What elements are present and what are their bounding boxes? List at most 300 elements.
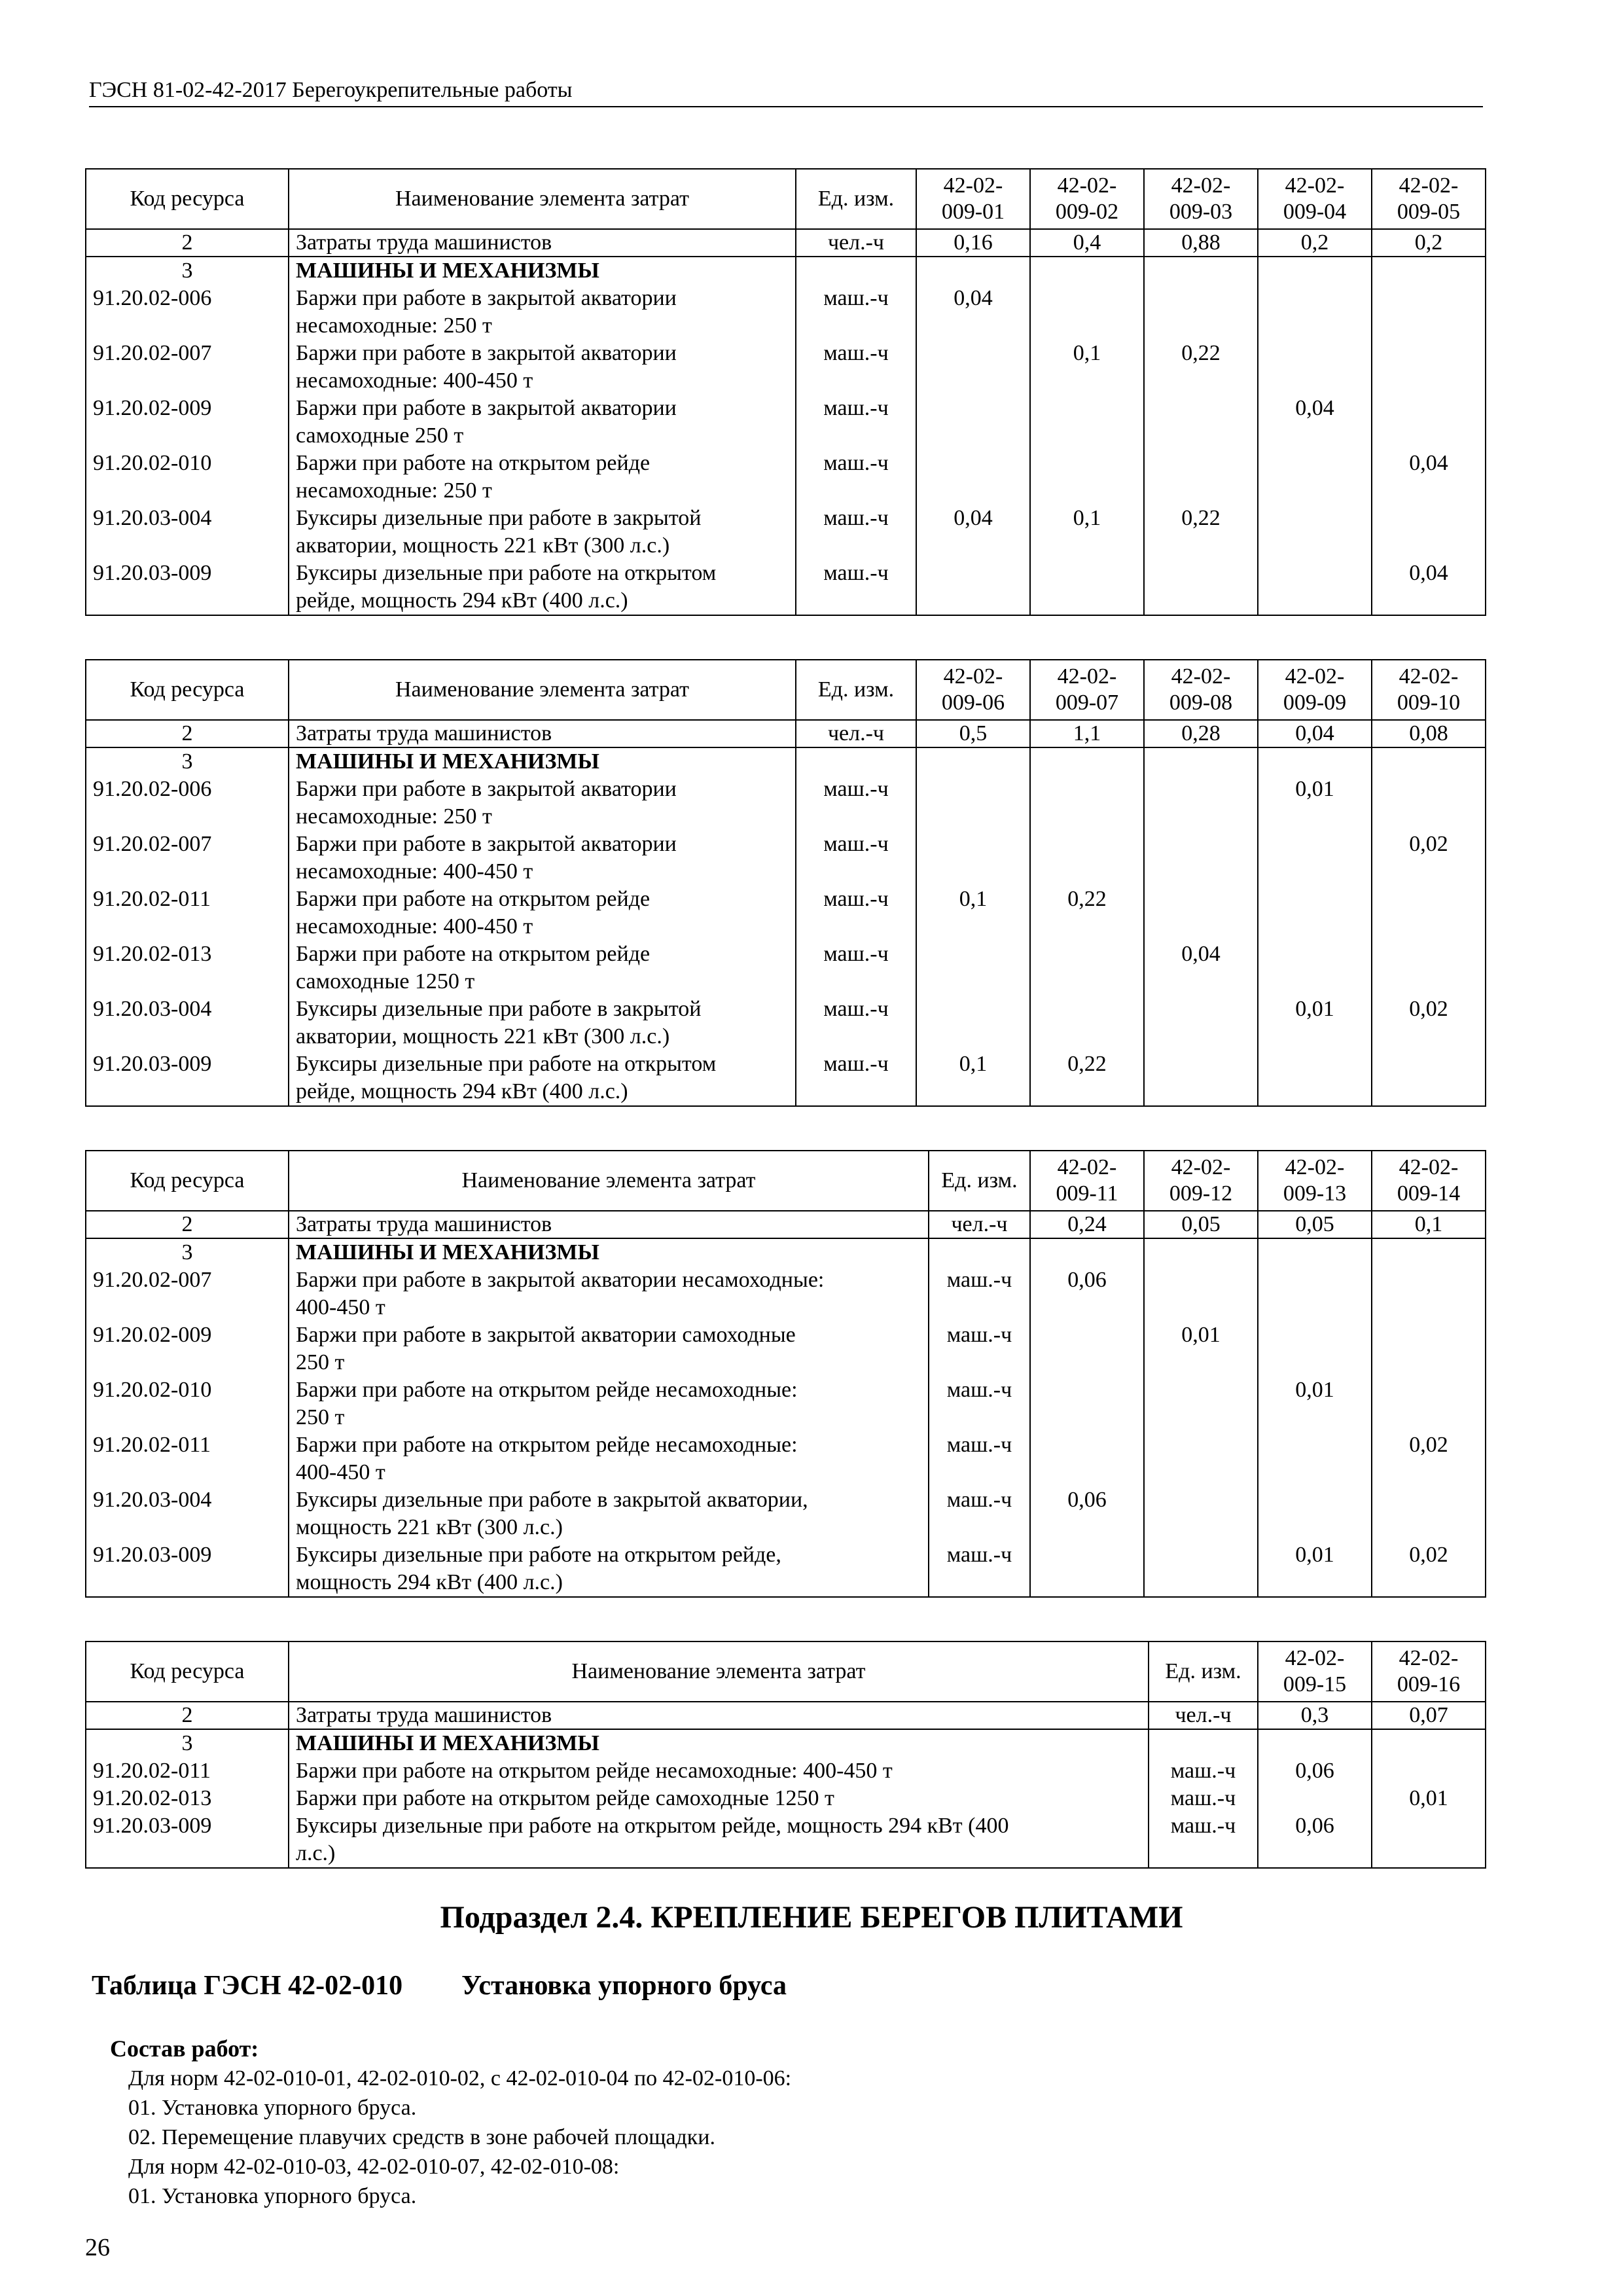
resource-unit: маш.-ч	[1149, 1785, 1258, 1812]
section-code: 3	[86, 257, 289, 285]
resource-code: 91.20.02-007	[86, 340, 289, 395]
column-header-name: Наименование элемента затрат	[289, 660, 796, 720]
norm-value: 0,1	[1372, 1211, 1486, 1238]
resource-name-line: несамоходные: 400-450 т	[296, 914, 533, 939]
norm-value: 0,08	[1372, 720, 1486, 747]
norm-code-top: 42-02-	[1399, 1646, 1459, 1670]
norm-value: 0,01	[1258, 1376, 1372, 1431]
norm-value	[1144, 560, 1258, 615]
norm-value	[1144, 776, 1258, 831]
resource-unit: маш.-ч	[796, 285, 916, 340]
resource-unit: маш.-ч	[796, 886, 916, 941]
section-name: МАШИНЫ И МЕХАНИЗМЫ	[289, 1729, 1149, 1757]
resource-name	[289, 560, 796, 615]
norm-value: 0,06	[1030, 1266, 1144, 1321]
table-row	[86, 1541, 1486, 1597]
norm-value	[1372, 285, 1486, 340]
norm-value	[1144, 1541, 1258, 1597]
norm-value	[1372, 1266, 1486, 1321]
section-name: МАШИНЫ И МЕХАНИЗМЫ	[289, 1238, 929, 1266]
norm-code-bottom: 009-04	[1283, 200, 1347, 224]
resource-unit: маш.-ч	[929, 1541, 1030, 1597]
resource-name	[289, 1050, 796, 1106]
norm-value	[1030, 285, 1144, 340]
norm-value	[1030, 1541, 1144, 1597]
norm-value	[1144, 831, 1258, 886]
resource-name-line: Баржи при работе на открытом рейде	[296, 451, 651, 475]
column-header-norm	[1258, 660, 1372, 720]
norm-value: 0,02	[1372, 831, 1486, 886]
resource-name-line: несамоходные: 250 т	[296, 314, 492, 338]
section-row	[86, 257, 1486, 285]
norm-code-bottom: 009-09	[1283, 691, 1347, 715]
resource-name-line: Баржи при работе в закрытой акватории	[296, 341, 677, 365]
column-header-norm	[1030, 1151, 1144, 1211]
resource-code: 2	[86, 229, 289, 257]
norm-value	[1030, 941, 1144, 996]
norm-value	[1258, 1238, 1372, 1266]
norm-value	[916, 831, 1030, 886]
running-header: ГЭСН 81-02-42-2017 Берегоукрепительные работы	[89, 77, 1483, 107]
resource-name-line: несамоходные: 250 т	[296, 804, 492, 829]
column-header-norm	[1144, 169, 1258, 229]
norm-value: 0,05	[1258, 1211, 1372, 1238]
resource-name-line: Баржи при работе в закрытой акватории	[296, 396, 677, 420]
norm-value	[1144, 1050, 1258, 1106]
column-header-norm	[1258, 169, 1372, 229]
resource-code: 91.20.02-011	[86, 1431, 289, 1486]
resource-code: 2	[86, 720, 289, 747]
norm-code-top: 42-02-	[1399, 664, 1459, 689]
norm-value	[1030, 996, 1144, 1050]
table-row	[86, 1785, 1486, 1812]
table-row	[86, 1431, 1486, 1486]
resource-unit: маш.-ч	[929, 1376, 1030, 1431]
norm-value: 0,22	[1144, 340, 1258, 395]
section-code: 3	[86, 1238, 289, 1266]
norm-value	[1030, 1321, 1144, 1376]
norm-value: 0,02	[1372, 1431, 1486, 1486]
resource-unit: маш.-ч	[929, 1431, 1030, 1486]
column-header-name: Наименование элемента затрат	[289, 169, 796, 229]
table-row	[86, 229, 1486, 257]
section-code: 3	[86, 747, 289, 776]
norm-value	[916, 776, 1030, 831]
norm-value: 0,06	[1030, 1486, 1144, 1541]
table-row	[86, 776, 1486, 831]
norm-value: 0,07	[1372, 1702, 1486, 1729]
norm-code-bottom: 009-05	[1397, 200, 1461, 224]
norm-value	[1372, 1729, 1486, 1757]
resource-name-line: самоходные 250 т	[296, 423, 464, 448]
section-name: МАШИНЫ И МЕХАНИЗМЫ	[289, 257, 796, 285]
norm-value: 1,1	[1030, 720, 1144, 747]
resource-name	[289, 996, 796, 1050]
norm-value	[1372, 1812, 1486, 1868]
resource-unit	[796, 257, 916, 285]
norm-value	[1258, 831, 1372, 886]
resource-name	[289, 776, 796, 831]
column-header-norm	[1030, 660, 1144, 720]
resource-name-line: Буксиры дизельные при работе в закрытой акватории,	[296, 1488, 808, 1512]
norm-value: 0,06	[1258, 1812, 1372, 1868]
norm-value	[1258, 285, 1372, 340]
norm-value: 0,2	[1372, 229, 1486, 257]
table-row	[86, 285, 1486, 340]
table-row	[86, 1486, 1486, 1541]
work-line: Для норм 42-02-010-01, 42-02-010-02, с 42-02-010-04 по 42-02-010-06:	[128, 2066, 792, 2090]
norm-value: 0,22	[1144, 505, 1258, 560]
norm-value: 0,01	[1372, 1785, 1486, 1812]
resource-name-line: Баржи при работе на открытом рейде несамоходные: 400-450 т	[296, 1759, 893, 1783]
norm-value	[1258, 1729, 1372, 1757]
resource-code: 2	[86, 1211, 289, 1238]
resource-name-line: акватории, мощность 221 кВт (300 л.с.)	[296, 533, 670, 558]
resource-code: 91.20.02-007	[86, 831, 289, 886]
norm-value	[916, 257, 1030, 285]
norm-value	[1030, 1376, 1144, 1431]
resource-unit: маш.-ч	[796, 831, 916, 886]
norm-value: 0,24	[1030, 1211, 1144, 1238]
norm-table	[85, 168, 1486, 616]
table-row	[86, 1376, 1486, 1431]
table-row	[86, 941, 1486, 996]
norm-value	[916, 340, 1030, 395]
norm-code-top: 42-02-	[1285, 664, 1345, 689]
resource-code: 91.20.02-013	[86, 1785, 289, 1812]
resource-name	[289, 1757, 1149, 1785]
norm-value: 0,04	[1372, 450, 1486, 505]
resource-unit: маш.-ч	[796, 340, 916, 395]
norm-value	[1030, 395, 1144, 450]
norm-value: 0,04	[1258, 395, 1372, 450]
norm-code-top: 42-02-	[943, 664, 1003, 689]
norm-value	[1144, 1431, 1258, 1486]
norm-value: 0,5	[916, 720, 1030, 747]
norm-value	[1030, 560, 1144, 615]
table-title-label: Таблица ГЭСН 42-02-010	[92, 1971, 403, 2001]
resource-code: 91.20.03-004	[86, 505, 289, 560]
norm-value	[1144, 1486, 1258, 1541]
table-row	[86, 720, 1486, 747]
norm-value: 0,1	[916, 1050, 1030, 1106]
resource-name-line: Баржи при работе в закрытой акватории самоходные	[296, 1323, 796, 1347]
norm-value	[1030, 450, 1144, 505]
resource-unit: маш.-ч	[796, 1050, 916, 1106]
norm-value	[1372, 505, 1486, 560]
column-header-code: Код ресурса	[86, 169, 289, 229]
norm-value	[1258, 1486, 1372, 1541]
norm-value	[1258, 505, 1372, 560]
resource-name	[289, 340, 796, 395]
norm-value	[1372, 1321, 1486, 1376]
norm-value: 0,01	[1258, 776, 1372, 831]
resource-name	[289, 1266, 929, 1321]
norm-code-bottom: 009-14	[1397, 1181, 1461, 1206]
norm-value: 0,01	[1258, 1541, 1372, 1597]
resource-name-line: Баржи при работе в закрытой акватории	[296, 777, 677, 801]
norm-value	[1144, 450, 1258, 505]
norm-value	[1144, 886, 1258, 941]
norm-code-top: 42-02-	[1171, 664, 1231, 689]
resource-name-line: л.с.)	[296, 1841, 336, 1865]
resource-unit: маш.-ч	[796, 996, 916, 1050]
resource-name-line: Баржи при работе в закрытой акватории	[296, 832, 677, 856]
norm-value	[1258, 1266, 1372, 1321]
norm-value	[1144, 257, 1258, 285]
resource-code: 91.20.02-011	[86, 1757, 289, 1785]
resource-unit: чел.-ч	[929, 1211, 1030, 1238]
norm-code-top: 42-02-	[1057, 664, 1117, 689]
resource-name-line: 250 т	[296, 1350, 345, 1374]
norm-code-bottom: 009-11	[1056, 1181, 1118, 1206]
norm-value	[916, 747, 1030, 776]
norm-value: 0,04	[916, 285, 1030, 340]
resource-unit: чел.-ч	[796, 229, 916, 257]
norm-value	[1144, 395, 1258, 450]
norm-value	[916, 395, 1030, 450]
norm-value: 0,04	[1372, 560, 1486, 615]
resource-name-line: 400-450 т	[296, 1295, 385, 1319]
resource-name	[289, 1785, 1149, 1812]
norm-value	[1258, 1321, 1372, 1376]
norm-code-top: 42-02-	[1057, 1155, 1117, 1179]
column-header-norm	[1144, 1151, 1258, 1211]
resource-code: 91.20.02-011	[86, 886, 289, 941]
column-header-norm	[1144, 660, 1258, 720]
norm-value: 0,05	[1144, 1211, 1258, 1238]
table-row	[86, 395, 1486, 450]
resource-name: Затраты труда машинистов	[289, 1702, 1149, 1729]
work-composition	[110, 2034, 791, 2211]
resource-unit: маш.-ч	[929, 1321, 1030, 1376]
resource-code: 91.20.02-006	[86, 776, 289, 831]
resource-code: 91.20.02-007	[86, 1266, 289, 1321]
column-header-code: Код ресурса	[86, 1641, 289, 1702]
norm-value	[1372, 1757, 1486, 1785]
resource-name	[289, 450, 796, 505]
resource-name-line: 250 т	[296, 1405, 345, 1429]
resource-unit: маш.-ч	[796, 941, 916, 996]
norm-value	[916, 941, 1030, 996]
resource-code: 91.20.03-004	[86, 1486, 289, 1541]
table-row	[86, 340, 1486, 395]
resource-name-line: несамоходные: 250 т	[296, 478, 492, 503]
resource-name-line: Баржи при работе на открытом рейде несамоходные:	[296, 1433, 798, 1457]
column-header-unit: Ед. изм.	[796, 169, 916, 229]
resource-unit: маш.-ч	[796, 560, 916, 615]
norm-value: 0,01	[1144, 1321, 1258, 1376]
norm-value: 0,2	[1258, 229, 1372, 257]
norm-code-bottom: 009-16	[1397, 1672, 1461, 1696]
norm-value	[1258, 747, 1372, 776]
resource-name-line: Баржи при работе в закрытой акватории	[296, 286, 677, 310]
resource-unit: маш.-ч	[929, 1486, 1030, 1541]
table-row	[86, 996, 1486, 1050]
norm-value: 0,16	[916, 229, 1030, 257]
norm-value	[1372, 747, 1486, 776]
resource-name-line: мощность 221 кВт (300 л.с.)	[296, 1515, 563, 1539]
norm-value: 0,01	[1258, 996, 1372, 1050]
resource-code: 2	[86, 1702, 289, 1729]
column-header-norm	[1372, 660, 1486, 720]
resource-unit: маш.-ч	[796, 395, 916, 450]
norm-value	[1258, 1785, 1372, 1812]
resource-name-line: самоходные 1250 т	[296, 969, 475, 994]
norm-value	[1030, 776, 1144, 831]
table-row	[86, 1050, 1486, 1106]
norm-value	[1030, 1238, 1144, 1266]
norm-value: 0,4	[1030, 229, 1144, 257]
resource-name-line: Баржи при работе в закрытой акватории несамоходные:	[296, 1268, 825, 1292]
norm-value: 0,1	[916, 886, 1030, 941]
resource-name	[289, 505, 796, 560]
norm-value	[1372, 1238, 1486, 1266]
table-row	[86, 450, 1486, 505]
resource-name-line: Буксиры дизельные при работе на открытом	[296, 1052, 717, 1076]
section-row	[86, 1729, 1486, 1757]
column-header-norm	[1258, 1151, 1372, 1211]
resource-name	[289, 285, 796, 340]
norm-value	[916, 560, 1030, 615]
norm-value: 0,04	[1258, 720, 1372, 747]
resource-name-line: мощность 294 кВт (400 л.с.)	[296, 1570, 563, 1594]
resource-code: 91.20.03-009	[86, 1050, 289, 1106]
section-name: МАШИНЫ И МЕХАНИЗМЫ	[289, 747, 796, 776]
norm-value: 0,04	[1144, 941, 1258, 996]
resource-name-line: акватории, мощность 221 кВт (300 л.с.)	[296, 1024, 670, 1049]
norm-value: 0,28	[1144, 720, 1258, 747]
norm-value: 0,88	[1144, 229, 1258, 257]
resource-code: 91.20.03-009	[86, 1541, 289, 1597]
resource-name	[289, 1321, 929, 1376]
table-row	[86, 505, 1486, 560]
norm-value	[1258, 257, 1372, 285]
resource-name-line: рейде, мощность 294 кВт (400 л.с.)	[296, 588, 628, 613]
table-row	[86, 1321, 1486, 1376]
norm-value	[1030, 747, 1144, 776]
resource-code: 91.20.03-009	[86, 560, 289, 615]
resource-unit: маш.-ч	[796, 450, 916, 505]
table-title	[92, 1970, 787, 2001]
norm-value	[1144, 1266, 1258, 1321]
resource-unit	[796, 747, 916, 776]
column-header-norm	[916, 169, 1030, 229]
norm-value: 0,3	[1258, 1702, 1372, 1729]
norm-value	[1372, 1050, 1486, 1106]
column-header-name: Наименование элемента затрат	[289, 1641, 1149, 1702]
resource-name-line: Буксиры дизельные при работе в закрытой	[296, 506, 702, 530]
resource-name-line: несамоходные: 400-450 т	[296, 368, 533, 393]
column-header-norm	[1372, 1151, 1486, 1211]
resource-code: 91.20.02-010	[86, 450, 289, 505]
norm-value	[1372, 776, 1486, 831]
work-line: Для норм 42-02-010-03, 42-02-010-07, 42-02-010-08:	[128, 2155, 620, 2179]
norm-value	[1258, 886, 1372, 941]
column-header-unit: Ед. изм.	[929, 1151, 1030, 1211]
resource-code: 91.20.03-009	[86, 1812, 289, 1868]
norm-value	[916, 450, 1030, 505]
norm-value	[1258, 560, 1372, 615]
norm-code-bottom: 009-15	[1283, 1672, 1347, 1696]
resource-name-line: Буксиры дизельные при работе на открытом	[296, 561, 717, 585]
norm-table	[85, 1150, 1486, 1598]
resource-unit: маш.-ч	[1149, 1757, 1258, 1785]
resource-name-line: рейде, мощность 294 кВт (400 л.с.)	[296, 1079, 628, 1103]
norm-code-top: 42-02-	[1171, 1155, 1231, 1179]
resource-name: Затраты труда машинистов	[289, 720, 796, 747]
resource-code: 91.20.02-010	[86, 1376, 289, 1431]
norm-code-bottom: 009-10	[1397, 691, 1461, 715]
norm-code-top: 42-02-	[943, 173, 1003, 198]
norm-code-bottom: 009-06	[941, 691, 1005, 715]
resource-name-line: Буксиры дизельные при работе на открытом рейде,	[296, 1543, 781, 1567]
norm-code-bottom: 009-08	[1169, 691, 1233, 715]
resource-name	[289, 395, 796, 450]
norm-value	[1144, 747, 1258, 776]
resource-code: 91.20.03-004	[86, 996, 289, 1050]
norm-value	[1030, 257, 1144, 285]
resource-name-line: несамоходные: 400-450 т	[296, 859, 533, 884]
column-header-norm	[1372, 169, 1486, 229]
column-header-unit: Ед. изм.	[1149, 1641, 1258, 1702]
norm-value	[1144, 996, 1258, 1050]
page-number: 26	[85, 2234, 110, 2261]
resource-unit	[1149, 1729, 1258, 1757]
table-row	[86, 1812, 1486, 1868]
column-header-code: Код ресурса	[86, 1151, 289, 1211]
norm-value: 0,02	[1372, 1541, 1486, 1597]
section-code: 3	[86, 1729, 289, 1757]
norm-value	[1258, 941, 1372, 996]
norm-code-bottom: 009-01	[941, 200, 1005, 224]
table-title-name: Установка упорного бруса	[461, 1971, 787, 2001]
resource-code: 91.20.02-006	[86, 285, 289, 340]
table-row	[86, 560, 1486, 615]
resource-code: 91.20.02-009	[86, 1321, 289, 1376]
table-row	[86, 886, 1486, 941]
resource-name	[289, 831, 796, 886]
norm-value	[1258, 340, 1372, 395]
resource-unit: маш.-ч	[929, 1266, 1030, 1321]
resource-name: Затраты труда машинистов	[289, 1211, 929, 1238]
resource-name-line: Баржи при работе на открытом рейде несамоходные:	[296, 1378, 798, 1402]
resource-unit	[929, 1238, 1030, 1266]
column-header-name: Наименование элемента затрат	[289, 1151, 929, 1211]
norm-code-bottom: 009-03	[1169, 200, 1233, 224]
norm-value	[1372, 257, 1486, 285]
resource-name	[289, 1541, 929, 1597]
subsection-title: Подраздел 2.4. КРЕПЛЕНИЕ БЕРЕГОВ ПЛИТАМИ	[440, 1900, 1183, 1935]
resource-name	[289, 1376, 929, 1431]
resource-unit: маш.-ч	[1149, 1812, 1258, 1868]
column-header-norm	[1030, 169, 1144, 229]
resource-name-line: Баржи при работе на открытом рейде	[296, 887, 651, 911]
resource-name-line: Баржи при работе на открытом рейде	[296, 942, 651, 966]
resource-name: Затраты труда машинистов	[289, 229, 796, 257]
norm-code-top: 42-02-	[1399, 173, 1459, 198]
work-line: 02. Перемещение плавучих средств в зоне рабочей площадки.	[128, 2125, 715, 2149]
norm-value: 0,22	[1030, 886, 1144, 941]
norm-value	[1372, 340, 1486, 395]
table-row	[86, 1266, 1486, 1321]
resource-name	[289, 1486, 929, 1541]
work-line: 01. Установка упорного бруса.	[128, 2184, 417, 2208]
resource-name-line: Баржи при работе на открытом рейде самоходные 1250 т	[296, 1786, 834, 1810]
norm-value	[1258, 450, 1372, 505]
norm-value	[1372, 395, 1486, 450]
norm-code-bottom: 009-02	[1055, 200, 1119, 224]
